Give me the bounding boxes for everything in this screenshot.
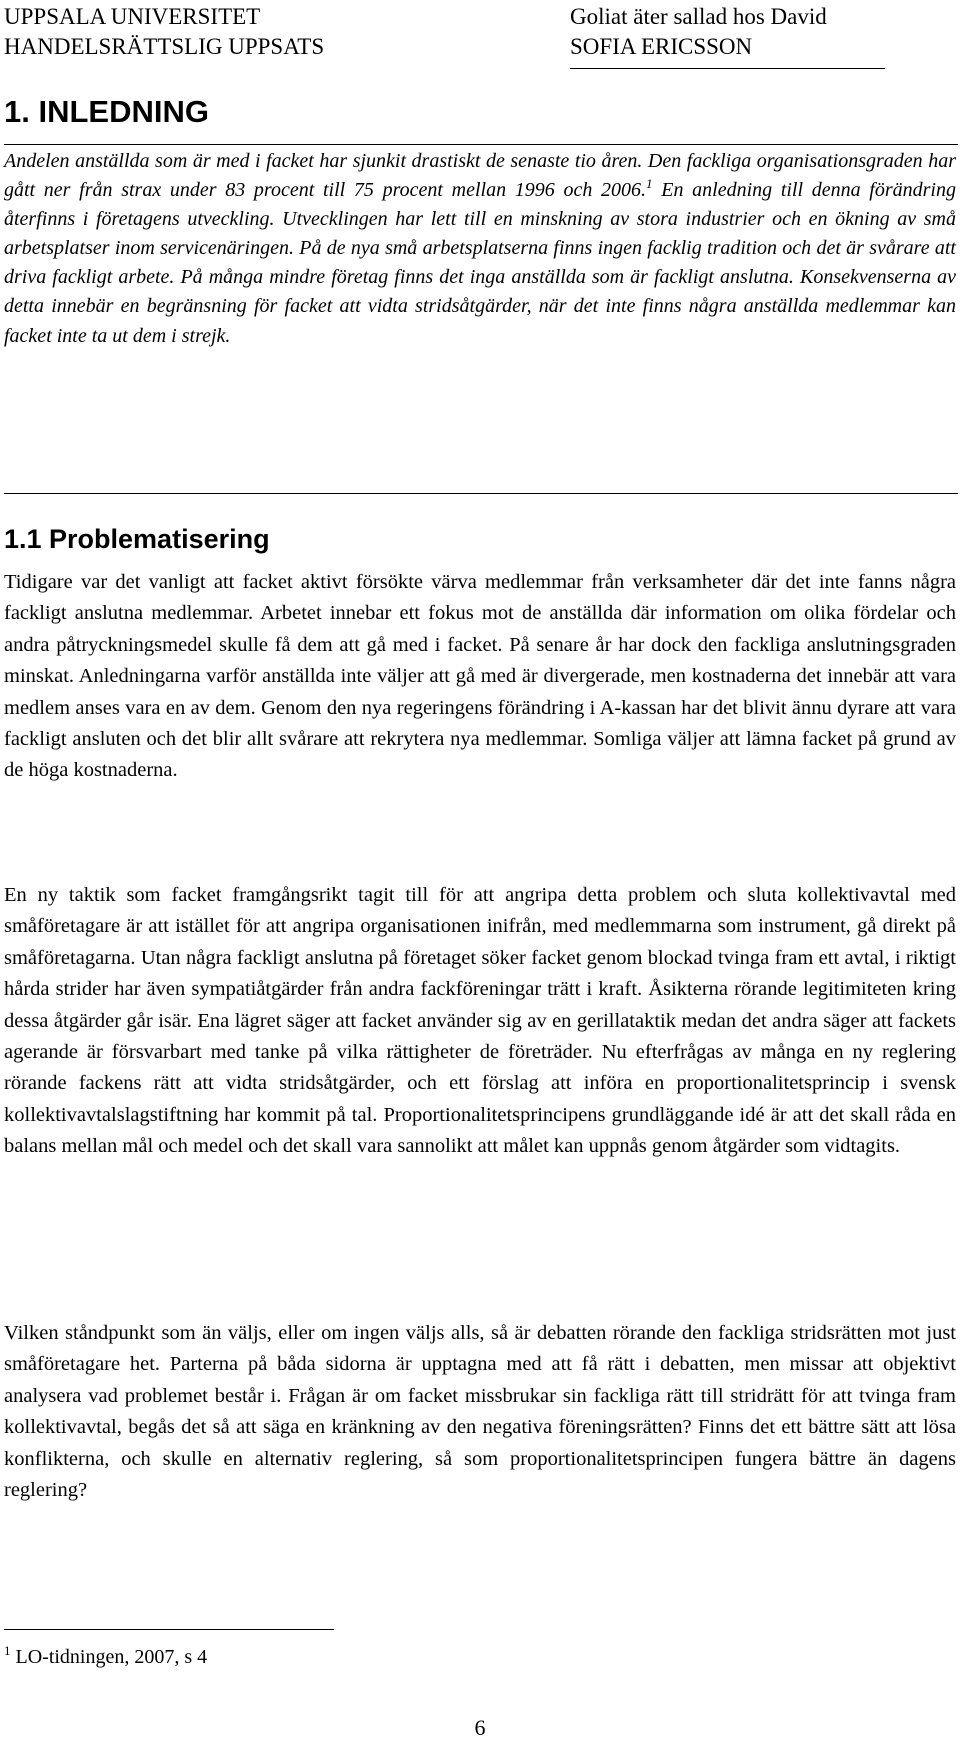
paper-title: Goliat äter sallad hos David [570, 4, 827, 29]
intro-paragraph [4, 147, 956, 351]
chapter-heading: 1. INLEDNING [4, 94, 209, 129]
section-divider [4, 493, 958, 494]
chapter-divider [4, 144, 958, 145]
author-name: SOFIA ERICSSON [570, 34, 753, 59]
header-left [4, 2, 324, 62]
footnote [4, 1643, 207, 1671]
intro-text-part2: En anledning till denna förändring återfinns i företagens utveckling. Utvecklingen har lett till en minskning av stora industrier och en ökning av små arbetsplatser inom servicenäringen. På de nya små arbetsplatserna finns ingen facklig tradition och det är svårare att driva fackligt arbete. På många mindre företag finns det inga anställda som är fackligt anslutna. Konsekvenserna av detta innebär en begränsning för facket att vidta stridsåtgärder, när det inte finns några anställda medlemmar kan facket inte ta ut dem i strejk. [4, 179, 956, 347]
intro-text-part1: Andelen anställda som är med i facket har sjunkit drastiskt de senaste tio åren. Den fackliga organisationsgraden har gått ner från strax under 83 procent till 75 procent mellan 1996 och 2006. [4, 150, 956, 202]
footnote-number: 1 [4, 1643, 11, 1658]
footnote-reference[interactable]: 1 [646, 176, 653, 192]
footnote-text: LO-tidningen, 2007, s 4 [15, 1646, 208, 1668]
page-number: 6 [474, 1715, 486, 1740]
footnote-divider [4, 1629, 334, 1630]
header-divider [570, 68, 885, 69]
header-right [570, 2, 827, 62]
university-name: UPPSALA UNIVERSITET [4, 4, 261, 29]
section-heading: 1.1 Problematisering [4, 524, 270, 554]
body-paragraph: Tidigare var det vanligt att facket aktivt försökte värva medlemmar från verksamheter där det inte fanns några fackligt anslutna medlemmar. Arbetet innebar ett fokus mot de anställda där information om olika fördelar och andra påtryckningsmedel skulle få dem att gå med i facket. På senare år har dock den fackliga anslutningsgraden minskat. Anledningarna varför anställda inte väljer att gå med är divergerade, men kostnaderna det innebär att vara medlem anses vara en av dem. Genom den nya regeringens förändring i A-kassan har det blivit ännu dyrare att vara fackligt ansluten och det blir allt svårare att rekrytera nya medlemmar. Somliga väljer att lämna facket på grund av de höga kostnaderna. [4, 571, 956, 782]
body-paragraph: Vilken ståndpunkt som än väljs, eller om ingen väljs alls, så är debatten rörande den fackliga stridsrätten mot just småföretagare het. Parterna på båda sidorna är upptagna med att få rätt i debatten, men missar att objektivt analysera vad problemet består i. Frågan är om facket missbrukar sin fackliga rätt till stridrätt för att tvinga fram kollektivavtal, begås det så att säga en kränkning av den negativa föreningsrätten? Finns det ett bättre sätt att lösa konflikterna, och skulle en alternativ reglering, så som proportionalitetsprincipen fungera bättre än dagens reglering? [4, 1322, 956, 1502]
paper-type: HANDELSRÄTTSLIG UPPSATS [4, 34, 325, 59]
body-paragraph: En ny taktik som facket framgångsrikt tagit till för att angripa detta problem och sluta kollektivavtal med småföretagare är att istället för att angripa organisationen inifrån, med medlemmarna som instrument, gå direkt på småföretagarna. Utan några fackligt anslutna på företaget söker facket genom blockad tvinga fram ett avtal, i riktigt hårda strider har även sympatiåtgärder från andra fackföreningar trätt i kraft. Åsikterna rörande legitimiteten kring dessa åtgärder går isär. Ena lägret säger att facket använder sig av en gerillataktik medan det andra säger att fackets agerande är försvarbart med tanke på vilka rättigheter de företräder. Nu efterfrågas av många en ny reglering rörande fackens rätt att vidta stridsåtgärder, och ett förslag att införa en proportionalitetsprincip i svensk kollektivavtalslagstiftning har kommit på tal. Proportionalitetsprincipens grundläggande idé är att det skall råda en balans mellan mål och medel och det skall vara sannolikt att målet kan uppnås genom åtgärder som vidtagits. [4, 884, 956, 1158]
